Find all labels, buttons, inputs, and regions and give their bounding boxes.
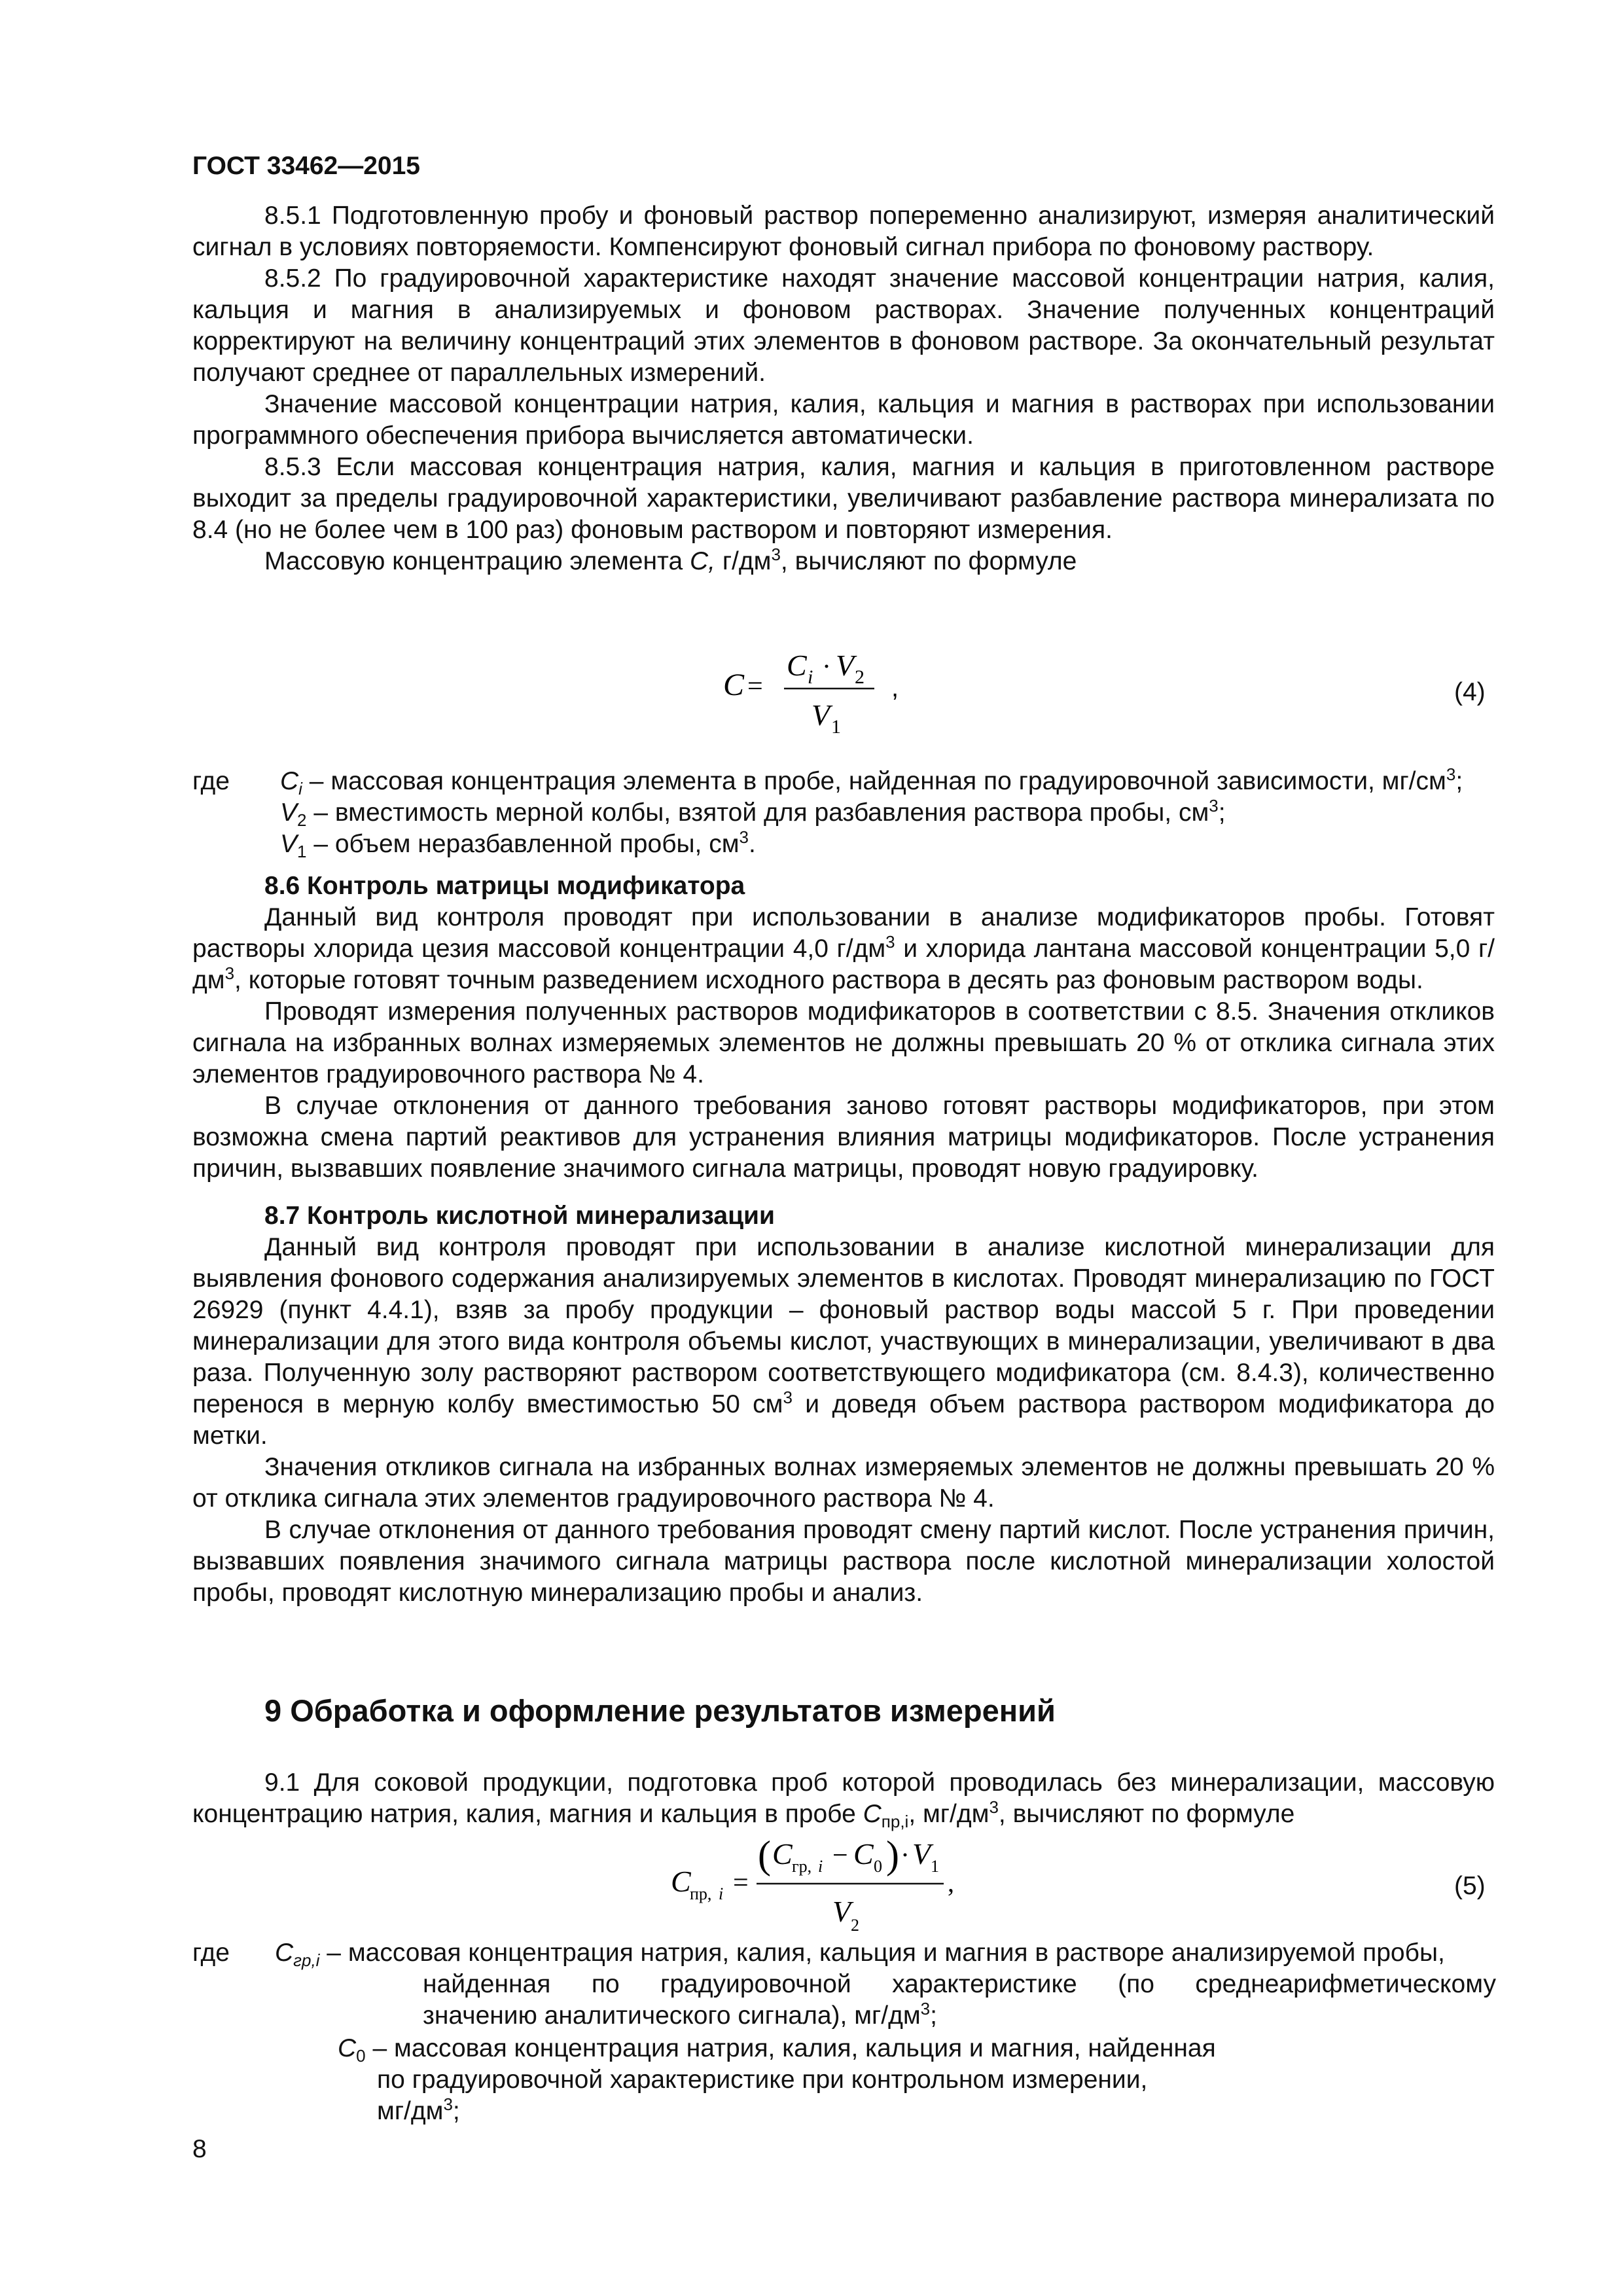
paragraph-formula-intro: Массовую концентрацию элемента C, $г/дм^3$, вычисляют по формуле xyxy=(264,545,1077,575)
paragraph-8-6-c: В случае отклонения от данного требования заново готовят растворы модификаторов, при этом возможна смена партий реактивов для устранения влияния матрицы модификаторов. После устранения причин, вызвавших появление значимого сигнала матрицы, проводят новую градуировку. xyxy=(192,1092,1495,1183)
paragraph-8-5-2: 8.5.2 По градуировочной характеристике находят значение массовой концентрации натрия, калия, кальция и магния в анализируемых и фоновом растворах. Значение полученных концентраций корректируют на величину концентраций этих элементов в фоновом растворе. За окончательный результат получают среднее от параллельных измерений. xyxy=(192,264,1495,387)
where-item-cgr-line3: значению аналитического сигнала), $мг/дм^3$; xyxy=(423,1999,937,2030)
paragraph-8-5-2-auto: Значение массовой концентрации натрия, калия, кальция и магния в растворах при использовании программного обеспечения прибора вычисляется автоматически. xyxy=(192,390,1495,450)
formula-5-num-c0: C xyxy=(853,1837,874,1871)
formula-4-comma: , xyxy=(891,673,899,702)
formula-5-minus: − xyxy=(832,1840,848,1871)
paragraph-8-7-b: Значения откликов сигнала на избранных волнах измеряемых элементов не должны превышать 20 % от отклика сигнала этих элементов градуировочного раствора № 4. xyxy=(192,1453,1495,1513)
paragraph-8-7-c: В случае отклонения от данного требования проводят смену партий кислот. После устранения причин, вызвавших появления значимого сигнала матрицы раствора после кислотной минерализации холостой пробы, проводят кислотную минерализацию пробы и анализ. xyxy=(192,1516,1495,1607)
paragraph-8-5-1: 8.5.1 Подготовленную пробу и фоновый раствор попеременно анализируют, измеряя аналитический сигнал в условиях повторяемости. Компенсируют фоновый сигнал прибора по фоновому раствору. xyxy=(192,202,1495,261)
where-item-c0: $C_0$ – массовая концентрация натрия, калия, кальция и магния, найденная xyxy=(338,2034,1216,2066)
where-item-v2: $V_2$ – вместимость мерной колбы, взятой для разбавления раствора пробы, $см^3$; xyxy=(280,796,1226,830)
heading-section-9: 9 Обработка и оформление результатов измерений xyxy=(264,1693,1056,1728)
where-item-ci: $C_i$ – массовая концентрация элемента в пробе, найденная по градуировочной зависимости, $мг/см^3$; xyxy=(280,764,1463,798)
heading-8-6: 8.6 Контроль матрицы модификатора xyxy=(264,872,745,900)
document-header: ГОСТ 33462—2015 xyxy=(192,152,420,180)
formula-5-num-c1-sub: гр, xyxy=(792,1857,812,1876)
formula-5-den-v: V xyxy=(832,1895,851,1928)
where-item-cgr: $C_{гр,i}$ – массовая концентрация натрия, калия, кальция и магния в растворе анализируемой пробы, xyxy=(275,1939,1445,1970)
formula-5-comma: , xyxy=(948,1868,954,1897)
where-label-1: где xyxy=(192,767,230,795)
formula-4-equals: = xyxy=(747,672,763,702)
formula-5-den-v-sub: 2 xyxy=(851,1916,859,1935)
paragraph-8-7-a: Данный вид контроля проводят при использовании в анализе кислотной минерализации для выявления фонового содержания анализируемых элементов в кислотах. Проводят минерализацию по ГОСТ 26929 (пункт 4.4.1), взяв за пробу продукции – фоновый раствор воды массой 5 г. При проведении минерализации для этого вида контроля объемы кислот, участвующих в минерализации, увеличивают в два раза. Полученную золу растворяют раствором соответствующего модификатора (см. 8.4.3), количественно перенося в мерную колбу вместимостью 50 $см^3$ и доведя объем раствора раствором модификатора до метки. xyxy=(192,1233,1495,1450)
formula-5-equals: = xyxy=(733,1868,749,1898)
section-8-5-text xyxy=(192,200,1495,577)
formula-5-num-dot: · xyxy=(901,1840,910,1871)
formula-5 xyxy=(661,1826,1001,1944)
formula-4-lhs: C xyxy=(723,668,745,702)
formula-5-open-paren: ( xyxy=(758,1833,771,1876)
where-item-c0-line3: $мг/дм^3$; xyxy=(377,2094,460,2125)
where-item-cgr-line2: найденная по градуировочной характеристике (по среднеарифметическому xyxy=(423,1970,1496,1998)
formula-5-num-v-sub: 1 xyxy=(931,1857,939,1876)
formula-4-den-v: V xyxy=(812,698,830,732)
formula-5-lhs-sub-i: i xyxy=(719,1884,724,1903)
paragraph-8-6-b: Проводят измерения полученных растворов модификаторов в соответствии с 8.5. Значения откликов сигнала на избранных волнах измеряемых элементов не должны превышать 20 % от отклика сигнала этих элементов градуировочного раствора № 4. xyxy=(192,997,1495,1088)
paragraph-8-5-3: 8.5.3 Если массовая концентрация натрия, калия, магния и кальция в приготовленном растворе выходит за пределы градуировочной характеристики, увеличивают разбавление раствора минерализата по 8.4 (но не более чем в 100 раз) фоновым раствором и повторяют измерения. xyxy=(192,453,1495,544)
formula-5-num-v: V xyxy=(912,1837,931,1871)
formula-5-num-c0-sub: 0 xyxy=(874,1857,882,1876)
formula-5-lhs-sub: пр, xyxy=(690,1884,712,1903)
where-list-1 xyxy=(280,766,1497,860)
formula-4-num-c: C xyxy=(787,649,807,682)
heading-8-7: 8.7 Контроль кислотной минерализации xyxy=(264,1202,775,1230)
formula-4-num-dot: · xyxy=(822,652,831,682)
paragraph-8-6-a: Данный вид контроля проводят при использовании в анализе модификаторов пробы. Готовят растворы хлорида цезия массовой концентрации 4,0 $г/дм^3$ и хлорида лантана массовой концентрации 5,0 $г/дм^3$, которые готовят точным разведением исходного раствора в десять раз фоновым раствором воды. xyxy=(192,903,1495,994)
formula-4-num-i: i xyxy=(808,666,813,688)
formula-5-number: (5) xyxy=(1454,1872,1486,1900)
paragraph-9-1: 9.1 Для соковой продукции, подготовка проб которой проводилась без минерализации, массовую концентрацию натрия, калия, магния и кальция в пробе $C_{пр,i}$, $мг/дм^3$, вычисляют по формуле xyxy=(192,1768,1495,1831)
section-8-6-8-7-text xyxy=(192,870,1495,1609)
formula-4-number: (4) xyxy=(1454,678,1486,706)
where-item-c0-line2: по градуировочной характеристике при контрольном измерении, xyxy=(377,2066,1148,2094)
page-number: 8 xyxy=(192,2135,207,2163)
formula-4-num-v: V xyxy=(836,649,855,682)
section-9-1-text xyxy=(192,1767,1495,1830)
formula-4 xyxy=(713,635,949,746)
formula-5-lhs: C xyxy=(671,1865,691,1898)
where-item-v1: $V_1$ – объем неразбавленной пробы, $см^3$. xyxy=(280,827,756,861)
formula-5-num-c1: C xyxy=(772,1837,793,1871)
formula-4-den-1: 1 xyxy=(831,716,841,738)
section-9-heading-wrap xyxy=(192,1695,1495,1727)
where-label-2: где xyxy=(192,1939,230,1967)
formula-4-num-2: 2 xyxy=(855,666,865,688)
formula-5-close-paren: ) xyxy=(886,1833,899,1876)
formula-5-num-c1-sub-i: i xyxy=(818,1857,823,1876)
